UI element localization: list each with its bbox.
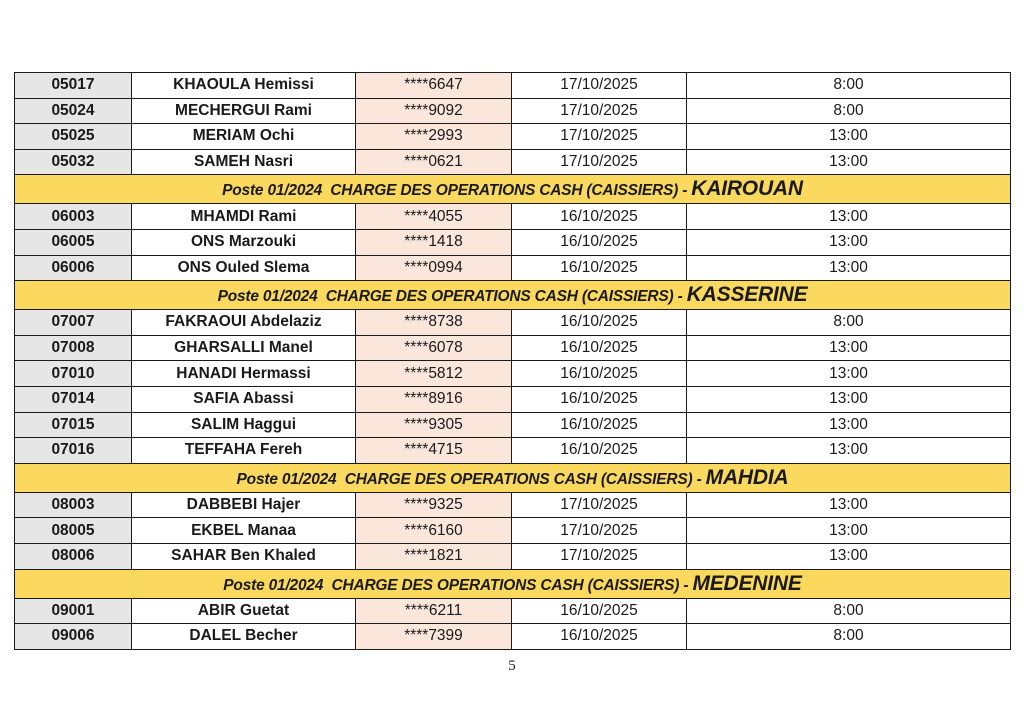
masked-number-cell: ****6078 [356, 335, 512, 361]
agent-id-cell: 05024 [15, 98, 132, 124]
masked-number-cell: ****0621 [356, 149, 512, 175]
agent-id-cell: 05017 [15, 73, 132, 99]
masked-number-cell: ****9305 [356, 412, 512, 438]
section-header-cell [15, 175, 1011, 204]
date-cell: 16/10/2025 [512, 412, 687, 438]
agent-name-cell: DABBEBI Hajer [132, 492, 356, 518]
agent-name-cell: ABIR Guetat [132, 598, 356, 624]
table-row [15, 518, 1011, 544]
masked-number-cell: ****9325 [356, 492, 512, 518]
agent-name-cell: ONS Ouled Slema [132, 255, 356, 281]
section-header-cell [15, 463, 1011, 492]
agent-name-cell: SAHAR Ben Khaled [132, 543, 356, 569]
time-cell: 13:00 [687, 149, 1011, 175]
masked-number-cell: ****8738 [356, 310, 512, 336]
agent-name-cell: ONS Marzouki [132, 229, 356, 255]
section-city-label: KAIROUAN [691, 177, 803, 201]
agent-id-cell: 05025 [15, 124, 132, 150]
table-row [15, 149, 1011, 175]
section-header-cell [15, 281, 1011, 310]
date-cell: 17/10/2025 [512, 73, 687, 99]
date-cell: 16/10/2025 [512, 335, 687, 361]
agent-id-cell: 07014 [15, 386, 132, 412]
section-city-label: MAHDIA [705, 465, 789, 489]
masked-number-cell: ****6211 [356, 598, 512, 624]
section-header-row [15, 463, 1011, 492]
date-cell: 17/10/2025 [512, 98, 687, 124]
date-cell: 16/10/2025 [512, 438, 687, 464]
date-cell: 17/10/2025 [512, 543, 687, 569]
date-cell: 16/10/2025 [512, 229, 687, 255]
agent-id-cell: 08006 [15, 543, 132, 569]
table-row [15, 335, 1011, 361]
time-cell: 8:00 [687, 73, 1011, 99]
date-cell: 16/10/2025 [512, 255, 687, 281]
agent-name-cell: DALEL Becher [132, 624, 356, 650]
agent-name-cell: FAKRAOUI Abdelaziz [132, 310, 356, 336]
table-row [15, 255, 1011, 281]
agent-id-cell: 07007 [15, 310, 132, 336]
agent-id-cell: 09006 [15, 624, 132, 650]
page-number: 5 [508, 658, 516, 674]
date-cell: 16/10/2025 [512, 310, 687, 336]
time-cell: 13:00 [687, 386, 1011, 412]
table-row [15, 361, 1011, 387]
section-title-label: CHARGE DES OPERATIONS CASH (CAISSIERS) - [323, 576, 693, 594]
time-cell: 13:00 [687, 255, 1011, 281]
shift-roster-table [14, 72, 1011, 650]
agent-name-cell: MECHERGUI Rami [132, 98, 356, 124]
date-cell: 17/10/2025 [512, 518, 687, 544]
masked-number-cell: ****6160 [356, 518, 512, 544]
agent-id-cell: 05032 [15, 149, 132, 175]
masked-number-cell: ****4055 [356, 204, 512, 230]
agent-name-cell: SALIM Haggui [132, 412, 356, 438]
time-cell: 13:00 [687, 124, 1011, 150]
agent-id-cell: 07015 [15, 412, 132, 438]
masked-number-cell: ****2993 [356, 124, 512, 150]
section-header-cell [15, 569, 1011, 598]
time-cell: 13:00 [687, 204, 1011, 230]
masked-number-cell: ****5812 [356, 361, 512, 387]
time-cell: 13:00 [687, 492, 1011, 518]
time-cell: 13:00 [687, 543, 1011, 569]
masked-number-cell: ****4715 [356, 438, 512, 464]
agent-name-cell: EKBEL Manaa [132, 518, 356, 544]
agent-id-cell: 06003 [15, 204, 132, 230]
time-cell: 13:00 [687, 335, 1011, 361]
masked-number-cell: ****0994 [356, 255, 512, 281]
date-cell: 17/10/2025 [512, 149, 687, 175]
table-row [15, 598, 1011, 624]
agent-name-cell: TEFFAHA Fereh [132, 438, 356, 464]
date-cell: 16/10/2025 [512, 361, 687, 387]
agent-id-cell: 06005 [15, 229, 132, 255]
table-row [15, 98, 1011, 124]
table-row [15, 438, 1011, 464]
agent-name-cell: HANADI Hermassi [132, 361, 356, 387]
date-cell: 16/10/2025 [512, 204, 687, 230]
masked-number-cell: ****8916 [356, 386, 512, 412]
agent-name-cell: MHAMDI Rami [132, 204, 356, 230]
table-row [15, 229, 1011, 255]
table-row [15, 386, 1011, 412]
agent-name-cell: GHARSALLI Manel [132, 335, 356, 361]
section-poste-label: Poste 01/2024 [222, 182, 323, 200]
date-cell: 16/10/2025 [512, 386, 687, 412]
masked-number-cell: ****7399 [356, 624, 512, 650]
time-cell: 13:00 [687, 438, 1011, 464]
section-header-row [15, 175, 1011, 204]
section-city-label: MEDENINE [692, 571, 802, 595]
masked-number-cell: ****1418 [356, 229, 512, 255]
masked-number-cell: ****6647 [356, 73, 512, 99]
section-title-label: CHARGE DES OPERATIONS CASH (CAISSIERS) - [336, 470, 706, 488]
date-cell: 16/10/2025 [512, 624, 687, 650]
table-row [15, 543, 1011, 569]
section-header-row [15, 569, 1011, 598]
agent-id-cell: 09001 [15, 598, 132, 624]
date-cell: 16/10/2025 [512, 598, 687, 624]
section-header-row [15, 281, 1011, 310]
masked-number-cell: ****1821 [356, 543, 512, 569]
date-cell: 17/10/2025 [512, 124, 687, 150]
time-cell: 13:00 [687, 361, 1011, 387]
table-row [15, 124, 1011, 150]
agent-id-cell: 07016 [15, 438, 132, 464]
table-row [15, 492, 1011, 518]
time-cell: 8:00 [687, 310, 1011, 336]
table-row [15, 310, 1011, 336]
section-title-label: CHARGE DES OPERATIONS CASH (CAISSIERS) - [317, 288, 687, 306]
table-row [15, 204, 1011, 230]
section-poste-label: Poste 01/2024 [223, 576, 324, 594]
agent-id-cell: 07008 [15, 335, 132, 361]
table-row [15, 73, 1011, 99]
time-cell: 13:00 [687, 518, 1011, 544]
agent-name-cell: SAFIA Abassi [132, 386, 356, 412]
time-cell: 8:00 [687, 98, 1011, 124]
agent-name-cell: MERIAM Ochi [132, 124, 356, 150]
roster-table-body [15, 73, 1011, 650]
agent-id-cell: 08003 [15, 492, 132, 518]
agent-id-cell: 07010 [15, 361, 132, 387]
date-cell: 17/10/2025 [512, 492, 687, 518]
time-cell: 13:00 [687, 412, 1011, 438]
section-title-label: CHARGE DES OPERATIONS CASH (CAISSIERS) - [322, 182, 692, 200]
time-cell: 8:00 [687, 624, 1011, 650]
section-poste-label: Poste 01/2024 [236, 470, 337, 488]
time-cell: 13:00 [687, 229, 1011, 255]
table-row [15, 624, 1011, 650]
section-city-label: KASSERINE [686, 283, 808, 307]
agent-id-cell: 06006 [15, 255, 132, 281]
agent-id-cell: 08005 [15, 518, 132, 544]
table-row [15, 412, 1011, 438]
agent-name-cell: KHAOULA Hemissi [132, 73, 356, 99]
time-cell: 8:00 [687, 598, 1011, 624]
agent-name-cell: SAMEH Nasri [132, 149, 356, 175]
masked-number-cell: ****9092 [356, 98, 512, 124]
section-poste-label: Poste 01/2024 [217, 288, 318, 306]
